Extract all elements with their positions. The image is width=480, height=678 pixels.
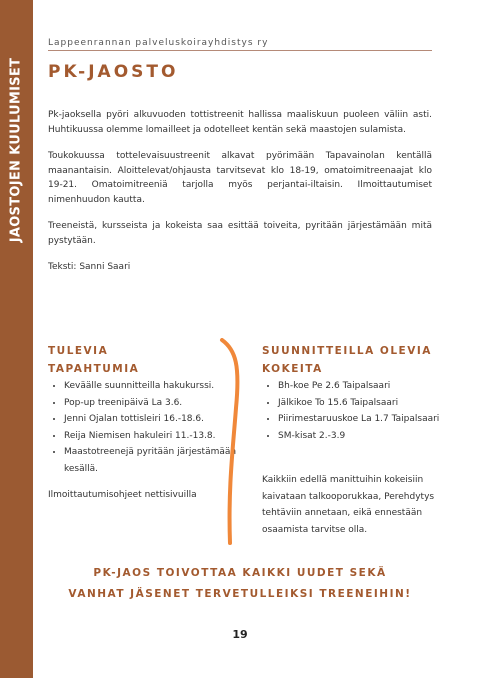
list-item: • Jälkikoe To 15.6 Taipalsaari xyxy=(278,395,443,412)
brush-divider xyxy=(214,338,244,548)
header-rule xyxy=(48,50,432,51)
closing-message xyxy=(40,563,440,605)
volunteer-note: Kaikkiin edellä manittuihin kokeisiin kaivataan talkooporukkaa, Perehdytys tehtäviin annetaan, eikä ennestään osaamista tarvitse olla. xyxy=(262,475,435,535)
paragraph: Treeneistä, kursseista ja kokeista saa esittää toiveita, pyritään järjestämään mitä pystytään. xyxy=(48,221,432,246)
list-item: • SM-kisat 2.-3.9 xyxy=(278,428,443,445)
heading-line: SUUNNITTEILLA OLEVIA xyxy=(262,345,432,357)
list-item: • Reija Niemisen hakuleiri 11.-13.8. xyxy=(64,428,239,445)
list-item: • Bh-koe Pe 2.6 Taipalsaari xyxy=(278,378,443,395)
article-body xyxy=(48,108,432,287)
closing-line: VANHAT JÄSENET TERVETULLEIKSI TREENEIHIN! xyxy=(68,588,412,600)
registration-note: Ilmoittautumisohjeet nettisivuilla xyxy=(48,490,197,500)
upcoming-events-heading xyxy=(48,342,139,378)
paragraph: Toukokuussa tottelevaisuustreenit alkavat pyörimään Tapavainolan kentällä maanantaisin. Aloittelevat/ohjausta tarvitsevat klo 18-19, omatoimitreenaajat klo 19-21. Omatoimitreeniä tarjolla myös perjantai-iltaisin. Ilmoittautumiset nimenhuudon kautta. xyxy=(48,151,432,205)
paragraph: Pk-jaoksella pyöri alkuvuoden tottistreenit hallissa maaliskuun puoleen väliin asti. Huhtikuussa olemme lomailleet ja odotelleet kentän sekä maastojen sulamista. xyxy=(48,110,432,135)
page-number: 19 xyxy=(232,628,248,641)
heading-line: TAPAHTUMIA xyxy=(48,363,140,375)
sidebar-band xyxy=(0,0,33,678)
planned-trials-list xyxy=(264,378,443,444)
list-item: • Piirimestaruuskoe La 1.7 Taipalsaari xyxy=(278,411,443,428)
list-item: • Jenni Ojalan tottisleiri 16.-18.6. xyxy=(64,411,239,428)
list-item: • Keväälle suunnitteilla hakukurssi. xyxy=(64,378,239,395)
planned-trials-heading xyxy=(262,342,432,378)
heading-line: TULEVIA xyxy=(48,345,109,357)
closing-line: PK-JAOS TOIVOTTAA KAIKKI UUDET SEKÄ xyxy=(93,567,387,579)
sidebar-label: JAOSTOJEN KUULUMISET xyxy=(8,57,24,243)
page-title: PK-JAOSTO xyxy=(48,62,179,82)
list-item: • Maastotreenejä pyritään järjestämään kesällä. xyxy=(64,444,239,477)
list-item: • Pop-up treenipäivä La 3.6. xyxy=(64,395,239,412)
heading-line: KOKEITA xyxy=(262,363,323,375)
organization-name: Lappeenrannan palveluskoirayhdistys ry xyxy=(48,38,269,48)
upcoming-events-list xyxy=(50,378,239,477)
author-credit: Teksti: Sanni Saari xyxy=(48,262,131,272)
